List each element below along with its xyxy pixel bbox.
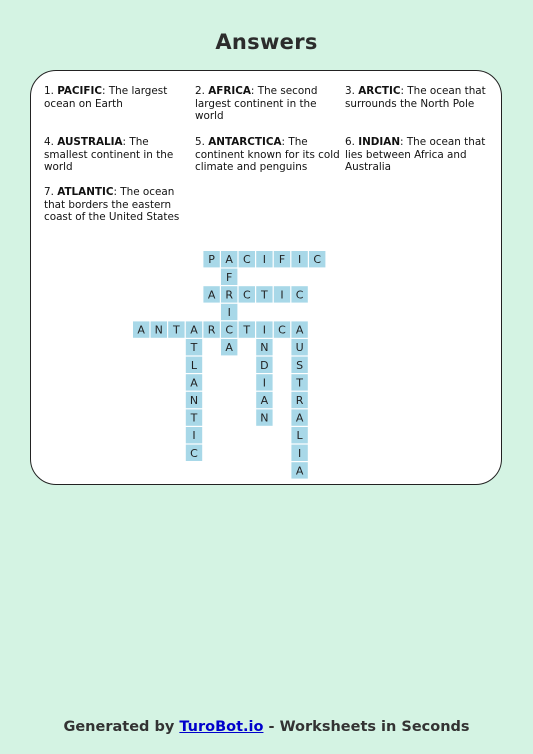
cell-letter: R: [295, 394, 304, 407]
cell-letter: C: [278, 323, 286, 337]
cell-letter: T: [190, 341, 198, 355]
grid-cell: [186, 427, 202, 443]
grid-cell: [274, 286, 290, 302]
clue-text: : The continent known for its cold climate and penguins: [195, 136, 340, 174]
clue-number: 2.: [195, 85, 205, 97]
grid-cell: [309, 251, 325, 267]
cell-letter: I: [192, 429, 196, 443]
grid-cell: [291, 357, 307, 373]
clue-text: : The smallest continent in the world: [44, 136, 174, 174]
cell-letter: C: [313, 253, 322, 267]
grid-cell: [221, 339, 237, 355]
clue-text: : The ocean that surrounds the North Pole: [345, 85, 486, 110]
cell-letter: I: [227, 306, 231, 319]
cell-letter: F: [226, 270, 233, 284]
cell-letter: L: [296, 429, 303, 443]
cell-letter: T: [296, 376, 303, 390]
grid-cell: [203, 321, 219, 337]
grid-cell: [291, 392, 307, 408]
clue-number: 4.: [44, 136, 54, 148]
footer-suffix: - Worksheets in Seconds: [263, 719, 470, 735]
cell-letter: A: [295, 411, 304, 425]
cell-letter: L: [190, 358, 198, 372]
grid-cell: [186, 357, 202, 373]
cell-letter: N: [154, 323, 163, 337]
grid-cell: [186, 374, 202, 390]
grid-cell: [221, 286, 237, 302]
grid-cell: [291, 339, 307, 355]
grid-cell: [151, 321, 167, 337]
cell-letter: A: [225, 253, 233, 267]
cell-letter: T: [243, 323, 251, 337]
grid-cell: [203, 251, 219, 267]
grid-cell: [291, 445, 307, 461]
clue-number: 1.: [44, 85, 54, 97]
grid-cell: [256, 392, 272, 408]
grid-cell: [133, 321, 149, 337]
grid-cell: [291, 462, 307, 478]
grid-cell: [186, 339, 202, 355]
grid-cell: [274, 251, 290, 267]
page-title: Answers: [215, 30, 318, 54]
cell-letter: C: [190, 446, 198, 460]
cell-letter: I: [262, 323, 267, 337]
clue-answer: PACIFIC: [57, 85, 103, 97]
grid-cell: [256, 286, 272, 302]
clue-text: : The largest ocean on Earth: [44, 85, 168, 110]
grid-cell: [274, 321, 290, 337]
cell-letter: R: [207, 323, 216, 337]
grid-cell: [256, 374, 272, 390]
cell-letter: A: [137, 323, 145, 337]
clue-answer: INDIAN: [358, 136, 401, 148]
cell-letter: A: [295, 323, 304, 337]
grid-cell: [291, 321, 307, 337]
cell-letter: I: [262, 376, 267, 390]
grid-cell: [291, 409, 307, 425]
cell-letter: P: [208, 253, 215, 267]
grid-cell: [291, 286, 307, 302]
cell-letter: A: [225, 341, 233, 355]
cell-letter: A: [207, 288, 216, 302]
clue-number: 7.: [44, 186, 54, 198]
clue-number: 6.: [345, 136, 355, 148]
grid-cell: [239, 321, 255, 337]
cell-letter: A: [190, 323, 198, 337]
cell-letter: S: [296, 358, 304, 372]
footer-prefix: Generated by: [63, 719, 180, 735]
clue-text: : The ocean that lies between Africa and Australia: [345, 136, 486, 174]
clue-number: 5.: [195, 136, 205, 148]
cell-letter: A: [260, 394, 269, 407]
clue-answer: ANTARCTICA: [208, 136, 282, 148]
grid-cell: [186, 445, 202, 461]
grid-cell: [256, 339, 272, 355]
clue-number: 3.: [345, 85, 355, 97]
cell-letter: N: [189, 394, 199, 407]
grid-cell: [239, 251, 255, 267]
grid-cell: [203, 286, 219, 302]
clue-answer: AUSTRALIA: [57, 136, 123, 148]
grid-cell: [221, 251, 237, 267]
grid-cell: [256, 321, 272, 337]
grid-cell: [221, 321, 237, 337]
cell-letter: C: [242, 288, 251, 302]
grid-cell: [186, 409, 202, 425]
turobot-link[interactable]: TuroBot.io: [179, 719, 264, 735]
cell-letter: C: [295, 288, 304, 302]
grid-cell: [291, 427, 307, 443]
grid-cell: [256, 409, 272, 425]
cell-letter: C: [242, 253, 251, 267]
cell-letter: I: [262, 253, 267, 267]
cell-letter: A: [295, 464, 304, 478]
grid-cell: [186, 392, 202, 408]
cell-letter: I: [280, 288, 284, 302]
cell-letter: C: [225, 323, 234, 337]
grid-cell: [291, 251, 307, 267]
grid-cell: [239, 286, 255, 302]
clue-text: : The ocean that borders the eastern coast of the United States: [44, 186, 180, 224]
clue-answer: AFRICA: [208, 85, 251, 97]
grid-cell: [221, 304, 237, 320]
grid-cell: [256, 251, 272, 267]
grid-cell: [291, 374, 307, 390]
cell-letter: T: [261, 288, 268, 302]
cell-letter: T: [173, 323, 180, 337]
cell-letter: I: [297, 253, 302, 267]
cell-letter: A: [190, 376, 198, 390]
grid-cell: [256, 357, 272, 373]
footer: [0, 719, 533, 735]
cell-letter: F: [278, 253, 286, 267]
clue-text: : The second largest continent in the world: [195, 85, 318, 123]
cell-letter: I: [297, 446, 302, 460]
cell-letter: U: [295, 341, 304, 355]
clue-answer: ATLANTIC: [57, 186, 114, 198]
clue-answer: ARCTIC: [358, 85, 401, 97]
grid-cell: [186, 321, 202, 337]
cell-letter: R: [225, 288, 234, 302]
grid-cell: [168, 321, 184, 337]
cell-letter: N: [260, 341, 269, 355]
cell-letter: N: [260, 411, 269, 425]
grid-cell: [221, 269, 237, 285]
cell-letter: T: [190, 411, 198, 425]
cell-letter: D: [260, 358, 269, 372]
